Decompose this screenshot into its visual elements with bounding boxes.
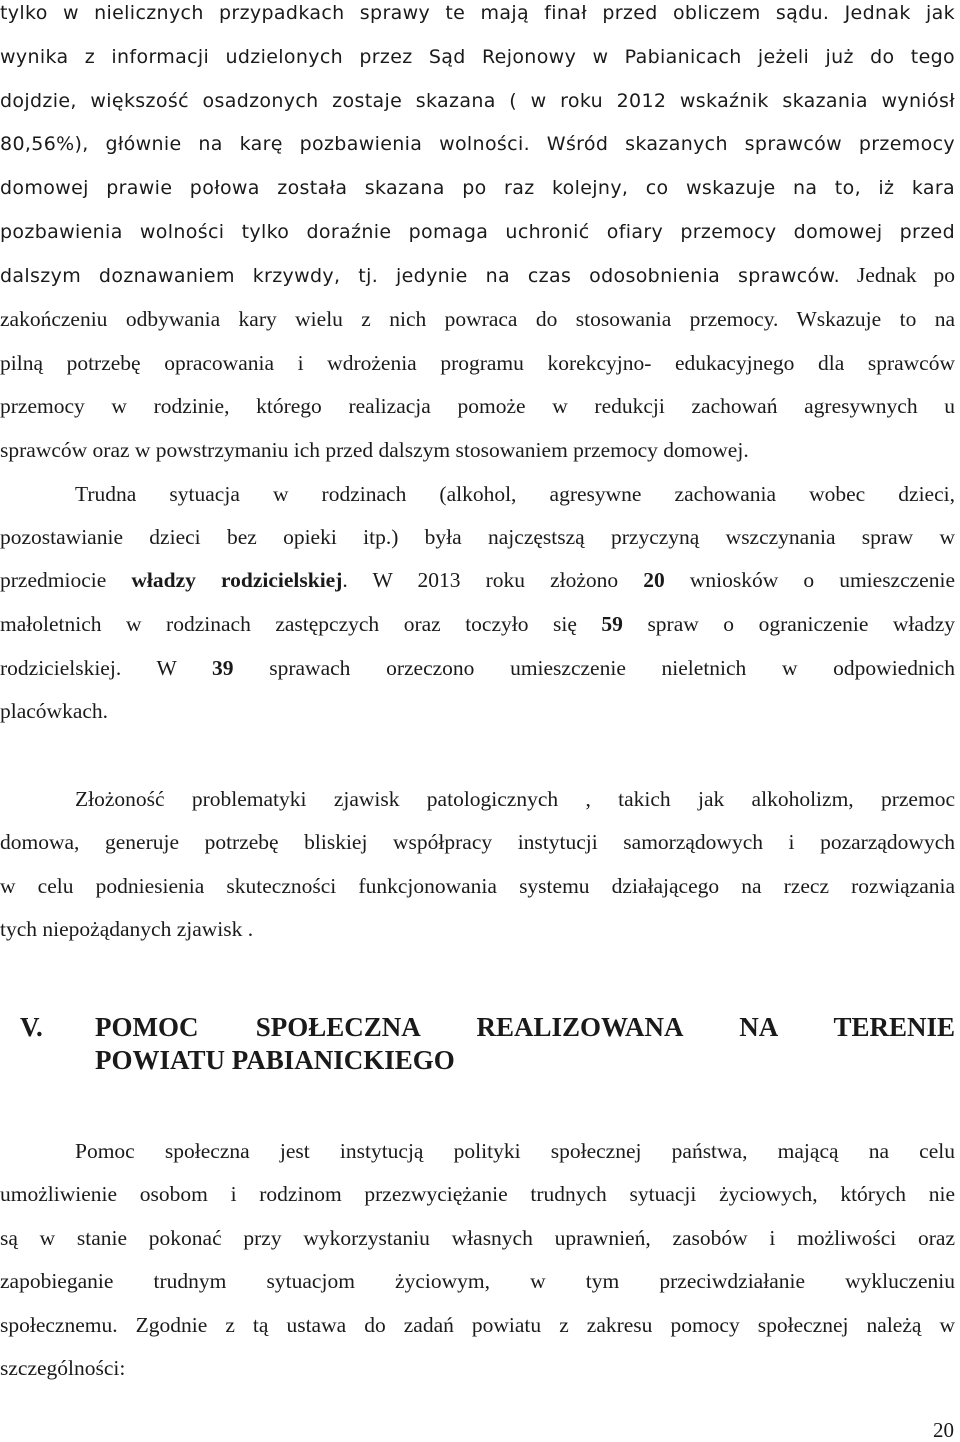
text-line: [0, 567, 955, 593]
text-line: pozostawianie dzieci bez opieki itp.) była najczęstszą przyczyną wszczynania spraw w: [0, 525, 955, 549]
text-line: [0, 655, 955, 681]
emphasis-text: władzy rodzicielskiej: [131, 568, 343, 592]
text-line: pozbawienia wolności tylko doraźnie pomaga uchronić ofiary przemocy domowej przed: [0, 221, 955, 243]
text-span: 80,56%), głównie na karę pozbawienia wolności.: [0, 133, 530, 155]
text-line: pilną potrzebę opracowania i wdrożenia programu korekcyjno- edukacyjnego dla sprawców: [0, 351, 955, 375]
text-line: Pomoc społeczna jest instytucją polityki społecznej państwa, mającą na celu: [75, 1139, 955, 1163]
text-span: zakończeniu odbywania kary wielu z nich powraca do stosowania przemocy.: [0, 307, 779, 331]
text-line: dojdzie, większość osadzonych zostaje skazana ( w roku 2012 wskaźnik skazania wyniósł: [0, 90, 955, 112]
text-line: [0, 130, 955, 157]
section-number: V.: [20, 1012, 43, 1042]
text-line: Złożoność problematyki zjawisk patologicznych , takich jak alkoholizm, przemoc: [75, 787, 955, 811]
text-line: są w stanie pokonać przy wykorzystaniu własnych uprawnień, zasobów i możliwości oraz: [0, 1226, 955, 1250]
text-line: domowej prawie połowa została skazana po raz kolejny, co wskazuje na to, iż kara: [0, 177, 955, 199]
text-line: wynika z informacji udzielonych przez Sąd Rejonowy w Pabianicach jeżeli już do tego: [0, 46, 955, 68]
text-span: wniosków o umieszczenie: [664, 568, 955, 592]
number-value: 59: [601, 612, 623, 636]
text-span: małoletnich w rodzinach zastępczych oraz toczyło się: [0, 612, 602, 636]
text-line: w celu podniesienia skuteczności funkcjonowania systemu działającego na rzecz rozwiązania: [0, 874, 955, 898]
text-span: rodzicielskiej. W: [0, 656, 213, 680]
text-line: sprawców oraz w powstrzymaniu ich przed dalszym stosowaniem przemocy domowej.: [0, 438, 749, 462]
text-line: [0, 262, 955, 289]
text-line: zapobieganie trudnym sytuacjom życiowym, w tym przeciwdziałanie wykluczeniu: [0, 1269, 955, 1293]
text-line: [0, 611, 955, 637]
text-line: społecznemu. Zgodnie z tą ustawa do zadań powiatu z zakresu pomocy społecznej należą w: [0, 1313, 955, 1337]
text-line: Trudna sytuacja w rodzinach (alkohol, agresywne zachowania wobec dzieci,: [75, 482, 955, 506]
text-line: przemocy w rodzinie, którego realizacja pomoże w redukcji zachowań agresywnych u: [0, 394, 955, 418]
text-span: Jednak po: [840, 263, 955, 287]
text-span: . W 2013 roku złożono: [342, 568, 644, 592]
text-span: przedmiocie: [0, 568, 132, 592]
text-line: tych niepożądanych zjawisk .: [0, 917, 254, 941]
page-number: 20: [933, 1418, 954, 1442]
text-line: placówkach.: [0, 699, 109, 723]
text-span: sprawach orzeczono umieszczenie nieletnich w odpowiednich: [233, 656, 955, 680]
text-span: Wśród skazanych sprawców przemocy: [530, 133, 955, 155]
text-line: umożliwienie osobom i rodzinom przezwyciężanie trudnych sytuacji życiowych, których nie: [0, 1182, 955, 1206]
text-line: tylko w nielicznych przypadkach sprawy te mają finał przed obliczem sądu. Jednak jak: [0, 2, 955, 24]
text-line: [0, 306, 955, 332]
text-span: dalszym doznawaniem krzywdy, tj. jedynie na czas odosobnienia sprawców.: [0, 265, 841, 287]
text-span: Wskazuje to na: [778, 307, 956, 331]
number-value: 39: [212, 656, 234, 680]
text-span: spraw o ograniczenie władzy: [622, 612, 955, 636]
text-line: domowa, generuje potrzebę bliskiej współpracy instytucji samorządowych i pozarządowych: [0, 830, 955, 854]
text-line: szczególności:: [0, 1356, 126, 1380]
number-value: 20: [643, 568, 665, 592]
section-title-line: POWIATU PABIANICKIEGO: [95, 1045, 455, 1075]
section-title-line: POMOC SPOŁECZNA REALIZOWANA NA TERENIE: [95, 1012, 955, 1042]
